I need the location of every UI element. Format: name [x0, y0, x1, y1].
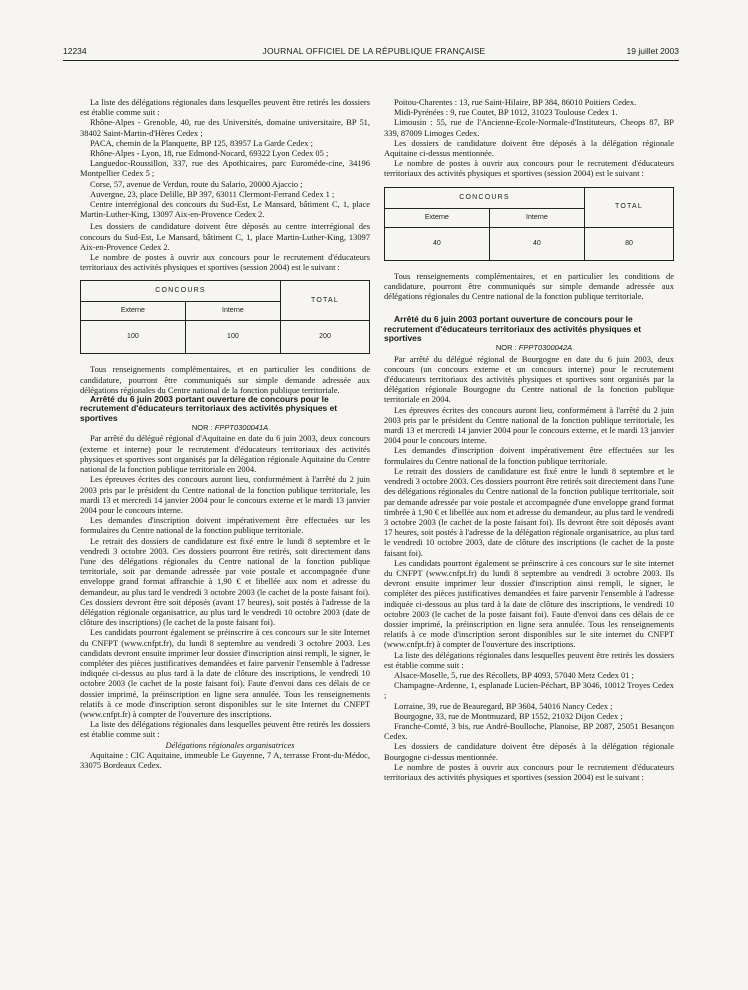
table-cell-externe: 100 — [81, 321, 186, 354]
section-heading: Délégations régionales organisatrices — [165, 739, 295, 750]
paragraph: Les dossiers de candidature doivent être déposés au centre interrégional des concours du Sud-Est, Le Mansard, bâtiment C, 1, place Martin-Luther-King, 13097 Aix-en-Provence Cedex 2. — [80, 221, 370, 252]
nor-code: FPPT0300041A — [214, 423, 269, 433]
delegation-item: Alsace-Moselle, 5, rue des Récollets, BP 4093, 57040 Metz Cedex 01 ; — [394, 669, 634, 680]
nor-code: FPPT0300042A — [518, 343, 573, 353]
delegation-item: Centre interrégional des concours du Sud-Est, Le Mansard, bâtiment C, 1, place Martin-Luther-King, 13097 Aix-en-Provence Cedex 2. — [80, 199, 370, 220]
journal-title: JOURNAL OFFICIEL DE LA RÉPUBLIQUE FRANÇAISE — [262, 46, 486, 56]
table-header-total: TOTAL — [281, 281, 370, 321]
table-header-total: TOTAL — [585, 187, 674, 227]
table-cell-externe: 40 — [385, 227, 490, 260]
delegation-item: Limousin : 55, rue de l'Ancienne-Ecole-Normale-d'Instituteurs, Cheops 87, BP 339, 87009 Limoges Cedex. — [384, 117, 674, 138]
table-cell-total: 200 — [281, 321, 370, 354]
paragraph: Le retrait des dossiers de candidature est fixé entre le lundi 8 septembre et le vendredi 3 octobre 2003. Ces dossiers pourront être retirés, soit directement dans l'une des délégations régionales du Centre national de la fonction publique territoriale, soit par demande adressée par voie postale et accompagnée d'une enveloppe grand format affranchie à 1,90 € et libellée aux nom et adresse du demandeur, au plus tard le vendredi 3 octobre 2003 (le cachet de la poste faisant foi). Ces dossiers devront être soit déposés (avant 17 heures), soit postés à l'adresse de la délégation régionale organisatrice, au plus tard le vendredi 10 octobre 2003 (date de clôture des inscriptions) (le cachet de la poste faisant foi). — [80, 535, 370, 628]
delegation-item: Aquitaine : CIC Aquitaine, immeuble Le Guyenne, 7 A, terrasse Front-du-Médoc, 33075 Bordeaux Cedex. — [80, 749, 370, 770]
paragraph: Par arrêté du délégué régional d'Aquitaine en date du 6 juin 2003, deux concours (externe et interne) pour le recrutement d'éducateurs territoriaux des activités physiques et sportives sont organisés par la délégation régionale Aquitaine du Centre national de la fonction publique territoriale en 2004. — [80, 433, 370, 475]
table-cell-interne: 40 — [489, 227, 584, 260]
paragraph: Par arrêté du délégué régional de Bourgogne en date du 6 juin 2003, deux concours (un concours externe et un concours interne) pour le recrutement d'éducateurs territoriaux des activités physiques et sportives sont organisés par la délégation régionale Bourgogne du Centre national de la fonction publique territoriale en 2004. — [384, 353, 674, 405]
header-rule — [63, 60, 679, 61]
issue-date: 19 juillet 2003 — [626, 46, 679, 56]
paragraph: Les dossiers de candidature doivent être déposés à la délégation régionale Bourgogne ci-dessus mentionnée. — [384, 741, 674, 762]
paragraph: Le nombre de postes à ouvrir aux concours pour le recrutement d'éducateurs territoriaux des activités physiques et sportives (session 2004) est le suivant : — [384, 158, 674, 179]
delegation-item: Midi-Pyrénées : 9, rue Coutet, BP 1012, 31023 Toulouse Cedex 1. — [394, 107, 618, 118]
table-header-interne: Interne — [489, 208, 584, 227]
table-cell-interne: 100 — [185, 321, 280, 354]
nor-reference — [80, 423, 370, 433]
table-header-externe: Externe — [81, 302, 186, 321]
page-header — [0, 44, 748, 60]
right-column — [384, 97, 674, 782]
paragraph: Tous renseignements complémentaires, et en particulier les conditions de candidature, pourront être communiqués sur simple demande adressée aux délégations régionales du Centre national de la fonction publique territoriale. — [80, 364, 370, 395]
delegation-item: Auvergne, 23, place Delille, BP 397, 63011 Clermont-Ferrand Cedex 1 ; — [90, 188, 335, 199]
delegation-item: Poitou-Charentes : 13, rue Saint-Hilaire, BP 384, 86010 Poitiers Cedex. — [394, 97, 637, 107]
delegation-item: Bourgogne, 33, rue de Montmuzard, BP 1552, 21032 Dijon Cedex ; — [394, 710, 623, 721]
decree-title: Arrêté du 6 juin 2003 portant ouverture de concours pour le recrutement d'éducateurs territoriaux des activités physiques et sportives — [80, 394, 338, 423]
paragraph: La liste des délégations régionales dans lesquelles peuvent être retirés les dossiers est établie comme suit : — [80, 97, 370, 118]
delegation-item: Franche-Comté, 3 bis, rue André-Boulloche, Planoise, BP 2087, 25051 Besançon Cedex. — [384, 720, 674, 742]
paragraph: Les demandes d'inscription doivent impérativement être effectuées sur les formulaires du Centre national de la fonction publique territoriale. — [80, 515, 370, 536]
paragraph: Les épreuves écrites des concours auront lieu, conformément à l'arrêté du 2 juin 2003 pris par le président du Centre national de la fonction publique territoriale, les mardi 13 et mercredi 14 janvier 2004 pour le concours externe et le mardi 13 janvier 2004 pour le concours interne. — [80, 474, 370, 515]
nor-label: NOR : — [191, 423, 213, 433]
delegation-item: Rhône-Alpes - Lyon, 18, rue Edmond-Nocard, 69322 Lyon Cedex 05 ; — [90, 148, 329, 159]
paragraph: Les dossiers de candidature doivent être déposés à la délégation régionale Aquitaine ci-dessus mentionnée. — [384, 137, 674, 159]
table-header-interne: Interne — [185, 302, 280, 321]
left-column — [80, 97, 370, 770]
posts-table — [384, 187, 674, 261]
delegation-item: Rhône-Alpes - Grenoble, 40, rue des Universités, domaine universitaire, BP 51, 38402 Saint-Martin-d'Hères Cedex ; — [80, 117, 370, 138]
paragraph: Le nombre de postes à ouvrir aux concours pour le recrutement d'éducateurs territoriaux des activités physiques et sportives (session 2004) est le suivant : — [384, 761, 674, 782]
paragraph: Les demandes d'inscription doivent impérativement être effectuées sur les formulaires du Centre national de la fonction publique territoriale. — [384, 445, 674, 466]
table-cell-total: 80 — [585, 227, 674, 260]
paragraph: Les candidats pourront également se préinscrire à ces concours sur le site internet du CNFPT (www.cnfpt.fr) du lundi 8 septembre au vendredi 3 octobre 2003. Ils devront ensuite imprimer leur dossier d'inscription ainsi rempli, le signer, le compléter des pièces justificatives demandées et faire parvenir l'ensemble à l'adresse indiquée ci-dessous au plus tard à la date de clôture des inscriptions, le vendredi 10 octobre 2003 (le cachet de la poste faisant foi). Faute d'envoi dans ces délais de ce dossier imprimé, la préinscription en ligne sera annulée. Tous les renseignements relatifs à ce mode d'inscription seront disponibles sur le site internet du CNFPT (www.cnfpt.fr) à compter de l'ouverture des inscriptions. — [384, 557, 674, 650]
delegation-item: Languedoc-Roussillon, 337, rue des Apothicaires, parc Euroméde-cine, 34196 Montpellier Cedex 5 ; — [80, 158, 370, 179]
posts-table — [80, 280, 370, 354]
nor-label: NOR : — [495, 343, 517, 353]
delegation-item: Lorraine, 39, rue de Beauregard, BP 3604, 54016 Nancy Cedex ; — [394, 700, 613, 711]
nor-reference — [384, 343, 674, 353]
table-header-concours: CONCOURS — [385, 187, 585, 208]
delegation-item: Corse, 57, avenue de Verdun, route du Salario, 20000 Ajaccio ; — [90, 178, 303, 189]
paragraph: La liste des délégations régionales dans lesquelles peuvent être retirés les dossiers est établie comme suit : — [80, 719, 370, 740]
decree-title: Arrêté du 6 juin 2003 portant ouverture de concours pour le recrutement d'éducateurs territoriaux des activités physiques et sportives — [384, 314, 642, 344]
paragraph: Le nombre de postes à ouvrir aux concours pour le recrutement d'éducateurs territoriaux des activités physiques et sportives (session 2004) est le suivant : — [80, 252, 370, 273]
page-number: 12234 — [63, 46, 87, 56]
paragraph: Les épreuves écrites des concours auront lieu, conformément à l'arrêté du 2 juin 2003 pris par le président du Centre national de la fonction publique territoriale, les mardi 13 et mercredi 14 janvier 2004 pour le concours externe, et le mardi 13 janvier 2004 pour le concours interne. — [384, 404, 674, 446]
delegation-item: PACA, chemin de la Planquette, BP 125, 83957 La Garde Cedex ; — [90, 137, 313, 148]
paragraph: Le retrait des dossiers de candidature est fixé entre le lundi 8 septembre et le vendredi 3 octobre 2003. Ces dossiers pourront être retirés soit directement dans l'une des délégations régionales du Centre national de la fonction publique territoriale, soit par demande adressée par voie postale et accompagnée d'une enveloppe grand format timbrée à 1,90 € et libellée aux nom et adresse du demandeur, au plus tard le vendredi 3 octobre 2003 (le cachet de la poste faisant foi). Ils devront être soit déposés avant 17 heures, soit postés à l'adresse de la délégation régionale organisatrice, au plus tard le vendredi 10 octobre 2003, date de clôture des inscriptions (le cachet de la poste faisant foi). — [384, 465, 674, 558]
table-header-externe: Externe — [385, 208, 490, 227]
delegation-item: Champagne-Ardenne, 1, esplanade Lucien-Péchart, BP 3046, 10012 Troyes Cedex ; — [384, 680, 674, 701]
paragraph: Tous renseignements complémentaires, et en particulier les conditions de candidature, pourront être communiqués sur simple demande adressée aux délégations régionales du Centre national de la fonction publique territoriale. — [384, 270, 674, 302]
paragraph: La liste des délégations régionales dans lesquelles peuvent être retirés les dossiers est établie comme suit : — [384, 649, 674, 670]
table-header-concours: CONCOURS — [81, 281, 281, 302]
paragraph: Les candidats pourront également se préinscrire à ces concours sur le site Internet du CNFPT (www.cnfpt.fr), du lundi 8 septembre au vendredi 3 octobre 2003. Les candidats devront ensuite imprimer leur dossier d'inscription ainsi rempli, le signer, le compléter des pièces justificatives demandées et faire parvenir l'ensemble à l'adresse indiquée ci-dessus au plus tard à la date de clôture des inscriptions, le vendredi 10 octobre 2003 (le cachet de la poste faisant foi). Faute d'envoi dans ces délais de ce dossier imprimé, la préinscription en ligne sera annulée. Tous les renseignements relatifs à ce mode d'inscription seront disponibles sur le site Internet du CNFPT (www.cnfpt.fr) à compter de l'ouverture des inscriptions. — [80, 627, 370, 719]
